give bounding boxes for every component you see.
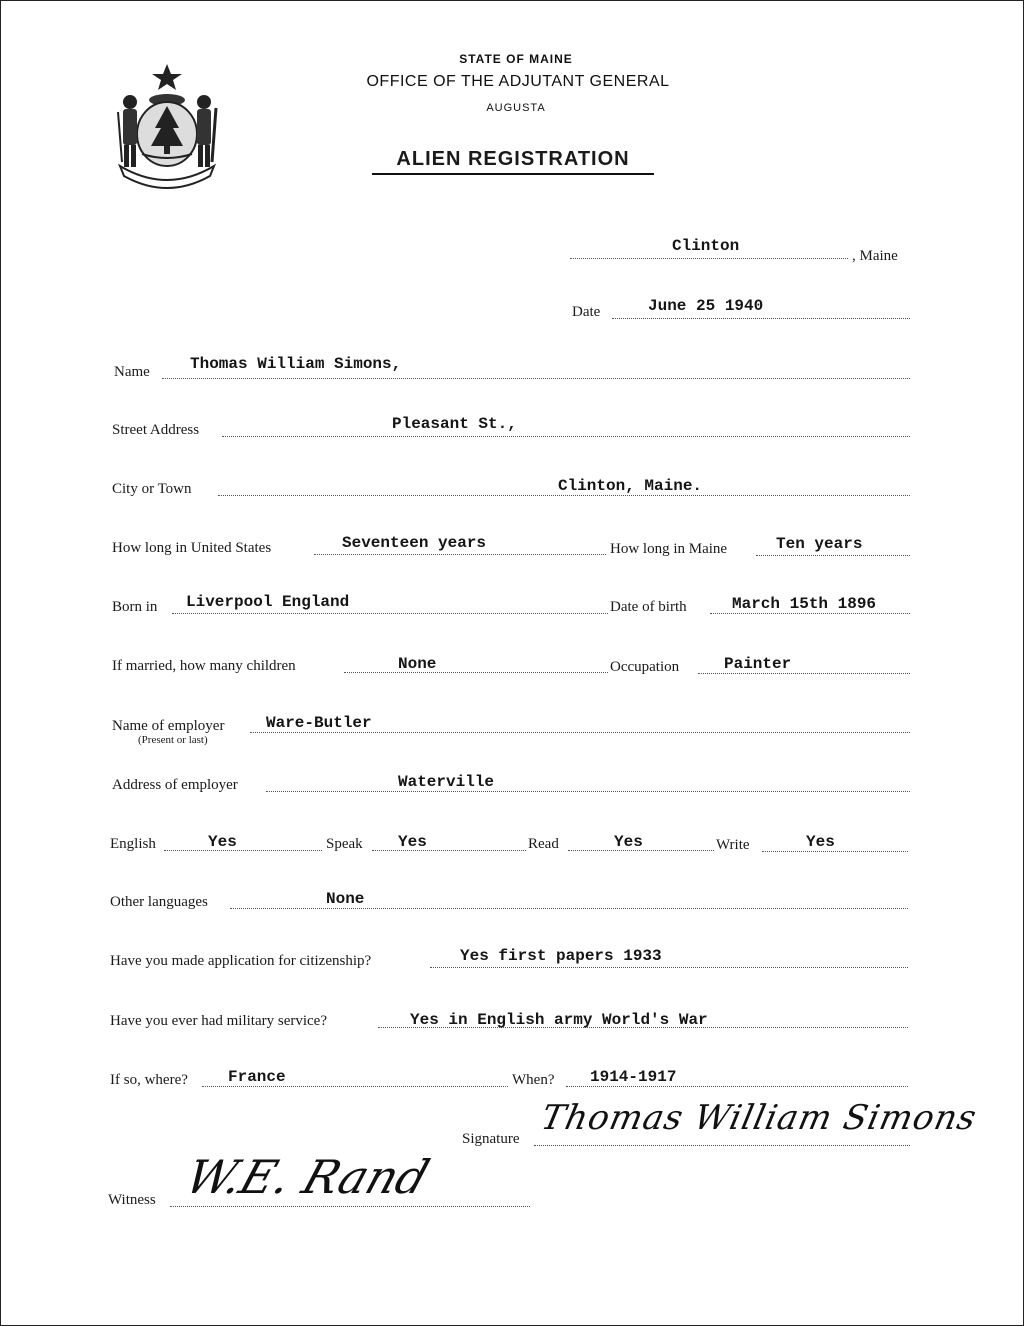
city-value: Clinton, Maine. [558,477,703,495]
employer-name-label: Name of employer [112,718,225,734]
where-value: France [228,1068,286,1086]
name-value: Thomas William Simons, [190,355,402,373]
citizenship-value: Yes first papers 1933 [460,947,662,965]
header-state: STATE OF MAINE [459,52,573,66]
citizenship-line [430,967,908,968]
signature-label: Signature [462,1131,520,1147]
document-title: ALIEN REGISTRATION [372,148,654,175]
employer-address-label: Address of employer [112,777,238,793]
employer-address-value: Waterville [398,773,495,791]
date-value: June 25 1940 [648,297,764,315]
speak-label: Speak [326,836,363,852]
date-of-birth-line [710,613,910,614]
occupation-line [698,673,910,674]
how-long-us-line [314,554,606,555]
witness-line [170,1206,530,1207]
header-city: AUGUSTA [486,102,546,114]
occupation-value: Painter [724,655,792,673]
name-line [162,378,910,379]
speak-line [372,850,526,851]
write-line [762,851,908,852]
place-value: Clinton [672,237,740,255]
how-long-maine-value: Ten years [776,535,863,553]
how-long-us-label: How long in United States [112,540,272,556]
other-languages-label: Other languages [110,894,208,910]
date-line [612,318,910,319]
occupation-label: Occupation [610,659,680,675]
other-languages-value: None [326,890,365,908]
header-office: OFFICE OF THE ADJUTANT GENERAL [366,73,670,90]
write-label: Write [716,837,750,853]
read-label: Read [528,836,559,852]
when-line [566,1086,908,1087]
other-languages-line [230,908,908,909]
how-long-maine-line [756,555,910,556]
speak-value: Yes [398,833,427,851]
street-address-line [222,436,910,437]
street-address-value: Pleasant St., [392,415,517,433]
where-label: If so, where? [110,1072,188,1088]
children-line [344,672,608,673]
place-line [570,258,848,259]
born-in-label: Born in [112,599,158,615]
when-label: When? [512,1072,555,1088]
street-address-label: Street Address [112,422,200,438]
name-label: Name [114,364,150,380]
employer-address-line [266,791,910,792]
where-line [202,1086,508,1087]
employer-name-line [250,732,910,733]
children-value: None [398,655,437,673]
military-value: Yes in English army World's War [410,1011,708,1029]
write-value: Yes [806,833,835,851]
place-suffix: , Maine [852,248,898,264]
date-of-birth-label: Date of birth [610,599,687,615]
how-long-us-value: Seventeen years [342,534,487,552]
date-label: Date [572,304,601,320]
witness-label: Witness [108,1192,156,1208]
military-label: Have you ever had military service? [110,1013,327,1029]
english-value: Yes [208,833,237,851]
witness-handwriting: W.E. Rand [179,1150,436,1204]
born-in-value: Liverpool England [186,593,350,611]
how-long-maine-label: How long in Maine [610,541,728,557]
employer-name-value: Ware-Butler [266,714,372,732]
when-value: 1914-1917 [590,1068,677,1086]
born-in-line [172,613,608,614]
city-label: City or Town [112,481,192,497]
signature-line [534,1145,910,1146]
read-value: Yes [614,833,643,851]
citizenship-label: Have you made application for citizenship? [110,953,372,969]
english-line [164,850,322,851]
children-label: If married, how many children [112,658,296,674]
signature-handwriting: Thomas William Simons [537,1098,981,1138]
date-of-birth-value: March 15th 1896 [732,595,877,613]
employer-name-sublabel: (Present or last) [138,734,208,746]
city-line [218,495,910,496]
english-label: English [110,836,156,852]
